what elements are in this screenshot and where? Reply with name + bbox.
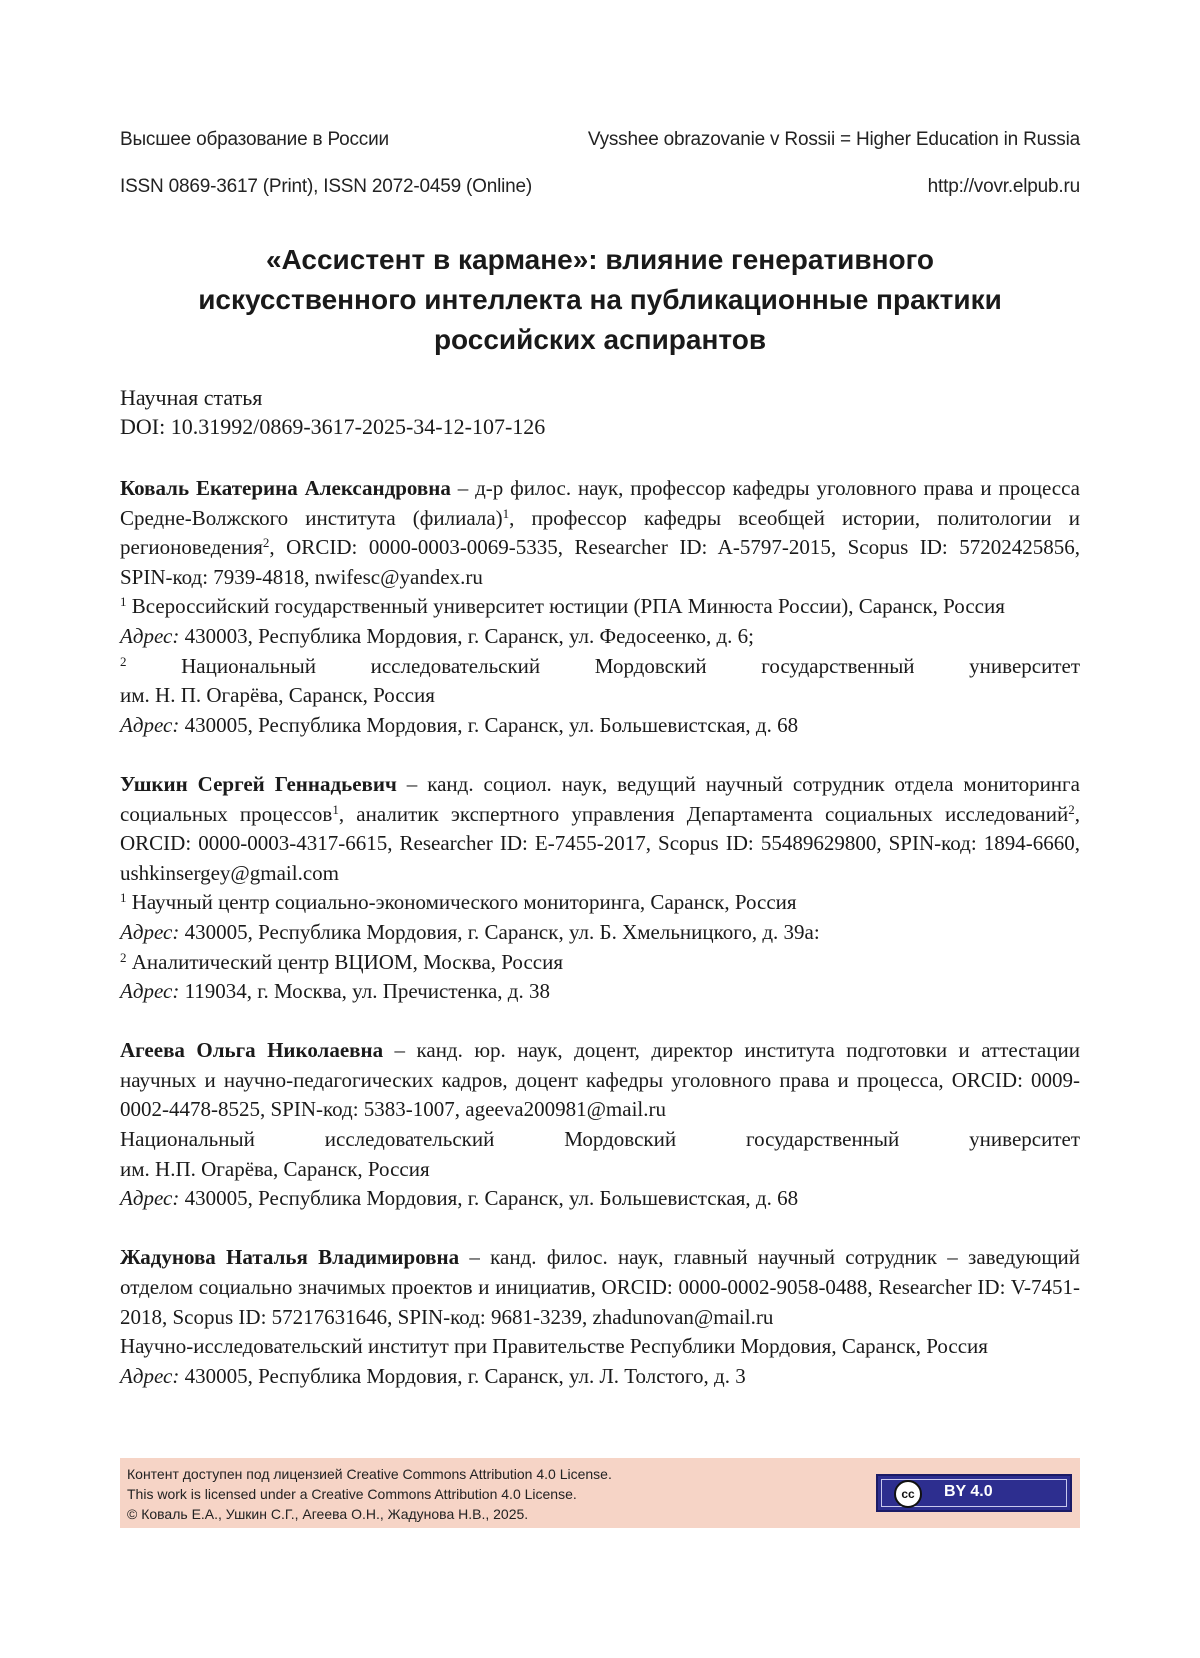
- author-name: Ушкин Сергей Геннадьевич: [120, 771, 397, 796]
- issn: ISSN 0869-3617 (Print), ISSN 2072-0459 (Online): [120, 176, 532, 197]
- running-header: [120, 129, 1080, 151]
- author-name: Агеева Ольга Николаевна: [120, 1038, 384, 1063]
- cc-license-label: BY 4.0: [944, 1483, 993, 1500]
- author-block: [120, 474, 1080, 740]
- journal-name-en: Vysshee obrazovanie v Rossii = Higher Education in Russia: [587, 129, 1080, 150]
- copyright: © Коваль Е.А., Ушкин С.Г., Агеева О.Н., Жадунова Н.В., 2025.: [127, 1506, 529, 1522]
- license-text: Контент доступен под лицензией Creative Commons Attribution 4.0 License. This work is licensed under a Creative Commons Attribution 4.0 License. © Коваль Е.А., Ушкин С.Г., Агеева О.Н., Жадунова Н.В., 2025.: [127, 1466, 612, 1522]
- affiliation: $^2$ Аналитический центр ВЦИОМ, Москва, Россия: [120, 949, 563, 974]
- address: Адрес: 430003, Республика Мордовия, г. Саранск, ул. Федосеенко, д. 6;: [120, 623, 754, 648]
- license-footer: [120, 1458, 1080, 1528]
- author-list: [120, 474, 1080, 1421]
- affiliation: Научно-исследовательский институт при Правительстве Республики Мордовия, Саранск, Россия: [120, 1334, 988, 1359]
- doi[interactable]: DOI: 10.31992/0869-3617-2025-34-12-107-126: [120, 414, 546, 439]
- affiliation: $^1$ Всероссийский государственный университет юстиции (РПА Минюста России), Саранск, Россия: [120, 594, 1005, 619]
- article-title: «Ассистент в кармане»: влияние генеративного искусственного интеллекта на публикационные практики российских аспирантов: [198, 244, 1002, 355]
- article-meta: [120, 383, 545, 441]
- author-description: Коваль Екатерина Александровна – д-р филос. наук, профессор кафедры уголовного права и процесса Средне-Волжского института (филиала)$^1$, профессор кафедры всеобщей истории, политологии и регионоведения$^2$, ORCID: 0000-0003-0069-5335, Researcher ID: A-5797-2015, Scopus ID: 57202425856, SPIN-код: 7939-4818, nwifesc@yandex.ru: [120, 476, 1081, 589]
- cc-icon: cc: [894, 1480, 922, 1508]
- address: Адрес: 430005, Республика Мордовия, г. Саранск, ул. Большевистская, д. 68: [120, 1186, 799, 1211]
- issn-header: [120, 176, 1080, 198]
- affiliation-cont: им. Н.П. Огарёва, Саранск, Россия: [120, 1156, 430, 1181]
- journal-name-ru: Высшее образование в России: [120, 129, 389, 150]
- author-block: [120, 1036, 1080, 1214]
- author-name: Жадунова Наталья Владимировна: [120, 1245, 460, 1270]
- article-type: Научная статья: [120, 385, 263, 410]
- address: Адрес: 430005, Республика Мордовия, г. Саранск, ул. Л. Толстого, д. 3: [120, 1363, 746, 1388]
- author-description: Ушкин Сергей Геннадьевич – канд. социол. наук, ведущий научный сотрудник отдела мониторинга социальных процессов$^1$, аналитик экспертного управления Департамента социальных исследований$^2$, ORCID: 0000-0003-4317-6615, Researcher ID: E-7455-2017, Scopus ID: 55489629800, SPIN-код: 1894-6660, ushkinsergey@gmail.com: [120, 771, 1080, 885]
- affiliation-cont: им. Н. П. Огарёва, Саранск, Россия: [120, 683, 435, 708]
- author-description: Жадунова Наталья Владимировна – канд. филос. наук, главный научный сотрудник – заведующий отделом социально значимых проектов и инициатив, ORCID: 0000-0002-9058-0488, Researcher ID: V-7451-2018, Scopus ID: 57217631646, SPIN-код: 9681-3239, zhadunovan@mail.ru: [120, 1245, 1081, 1329]
- affiliation: Национальный исследовательский Мордовский государственный университет: [120, 1127, 1080, 1152]
- address: Адрес: 430005, Республика Мордовия, г. Саранск, ул. Б. Хмельницкого, д. 39а:: [120, 919, 820, 944]
- journal-url[interactable]: http://vovr.elpub.ru: [927, 176, 1080, 197]
- cc-license-badge[interactable]: [876, 1474, 1072, 1512]
- affiliation: $^1$ Научный центр социально-экономического мониторинга, Саранск, Россия: [120, 890, 797, 915]
- author-block: [120, 770, 1080, 1007]
- affiliation: $^2$ Национальный исследовательский Мордовский государственный университет: [120, 653, 1080, 678]
- address: Адрес: 119034, г. Москва, ул. Пречистенка, д. 38: [120, 979, 550, 1004]
- address: Адрес: 430005, Республика Мордовия, г. Саранск, ул. Большевистская, д. 68: [120, 712, 799, 737]
- author-block: [120, 1243, 1080, 1391]
- author-name: Коваль Екатерина Александровна: [120, 476, 451, 500]
- author-description: Агеева Ольга Николаевна – канд. юр. наук, доцент, директор института подготовки и аттестации научных и научно-педагогических кадров, доцент кафедры уголовного права и процесса, ORCID: 0009-0002-4478-8525, SPIN-код: 5383-1007, ageeva200981@mail.ru: [120, 1038, 1081, 1122]
